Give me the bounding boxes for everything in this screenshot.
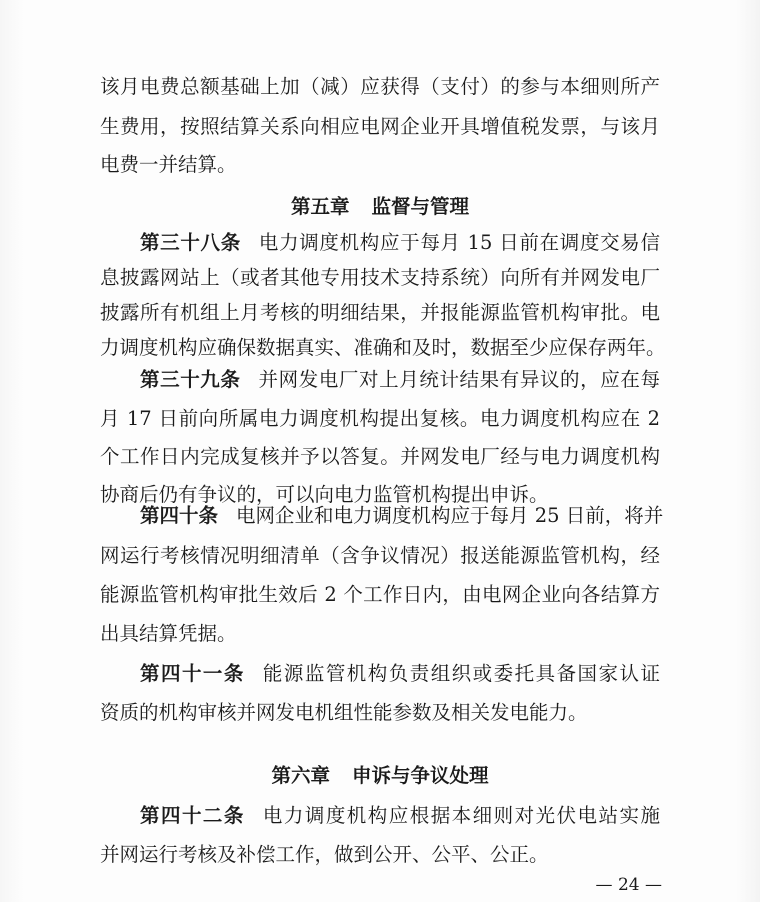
chapter-title: 监督与管理 xyxy=(371,195,470,218)
article-39-line-1 xyxy=(140,361,660,398)
article-number: 第三十八条 xyxy=(140,231,241,254)
chapter-number: 第六章 xyxy=(271,764,330,787)
chapter-heading-5 xyxy=(0,188,760,225)
chapter-number: 第五章 xyxy=(290,195,350,218)
paragraph-line: 力调度机构应确保数据真实、准确和及时，数据至少应保存两年。 xyxy=(100,336,666,359)
article-text: 电力调度机构应根据本细则对光伏电站实施 xyxy=(262,804,660,827)
article-text: 能源监管机构负责组织或委托具备国家认证 xyxy=(262,662,660,685)
article-text: 电力调度机构应于每月 15 日前在调度交易信 xyxy=(258,231,660,254)
article-number: 第四十二条 xyxy=(140,804,245,827)
article-text: 并网发电厂对上月统计结果有异议的，应在每 xyxy=(258,368,660,391)
article-text: 电网企业和电力调度机构应于每月 25 日前，将并 xyxy=(236,504,664,527)
paragraph-line: 网运行考核情况明细清单（含争议情况）报送能源监管机构，经 xyxy=(100,544,660,567)
paragraph-line: 月 17 日前向所属电力调度机构提出复核。电力调度机构应在 2 xyxy=(100,407,660,430)
chapter-title: 申诉与争议处理 xyxy=(352,764,489,787)
chapter-heading-6 xyxy=(0,757,760,794)
paragraph-line: 披露所有机组上月考核的明细结果，并报能源监管机构审批。电 xyxy=(100,301,660,324)
article-40-line-1 xyxy=(140,497,664,534)
paragraph-line: 协商后仍有争议的，可以向电力监管机构提出申诉。 xyxy=(100,483,549,506)
page-number: — 24 — xyxy=(595,875,662,895)
paragraph-line: 该月电费总额基础上加（减）应获得（支付）的参与本细则所产 xyxy=(100,75,660,98)
paragraph-line: 能源监管机构审批生效后 2 个工作日内，由电网企业向各结算方 xyxy=(100,583,660,606)
article-number: 第四十一条 xyxy=(140,662,245,685)
article-41-line-1 xyxy=(140,655,660,692)
paragraph-line: 生费用，按照结算关系向相应电网企业开具增值税发票，与该月 xyxy=(100,115,660,138)
paragraph-line: 个工作日内完成复核并予以答复。并网发电厂经与电力调度机构 xyxy=(100,445,660,468)
paragraph-line: 并网运行考核及补偿工作，做到公开、公平、公正。 xyxy=(100,843,549,866)
article-number: 第三十九条 xyxy=(140,368,241,391)
paragraph-line: 出具结算凭据。 xyxy=(100,622,237,645)
paragraph-line: 息披露网站上（或者其他专用技术支持系统）向所有并网发电厂 xyxy=(100,266,660,289)
article-38-line-1 xyxy=(140,224,660,261)
article-42-line-1 xyxy=(140,797,660,834)
paragraph-line: 资质的机构审核并网发电机组性能参数及相关发电能力。 xyxy=(100,701,588,724)
paragraph-line: 电费一并结算。 xyxy=(100,153,237,176)
article-number: 第四十条 xyxy=(140,504,219,527)
